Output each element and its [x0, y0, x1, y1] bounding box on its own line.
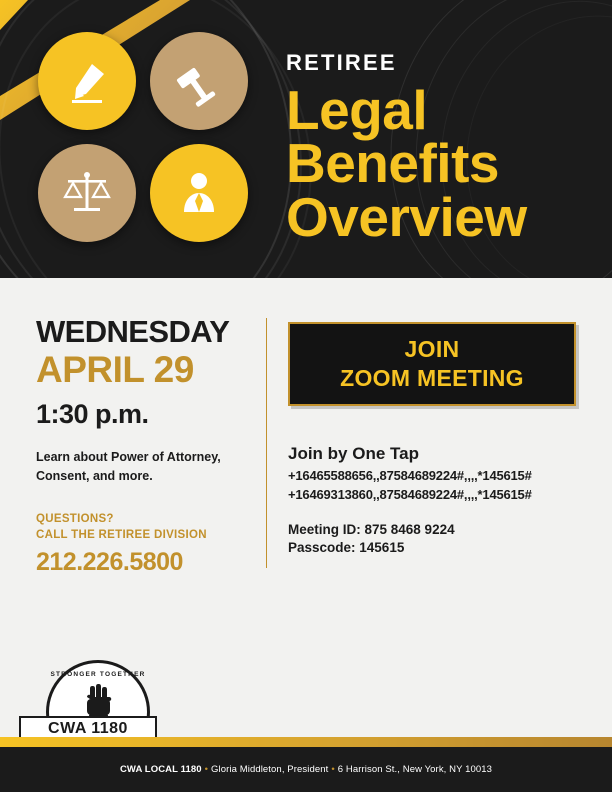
footer-local: CWA LOCAL 1180: [119, 764, 202, 775]
join-by-one-tap-heading: Join by One Tap: [288, 444, 419, 463]
footer-bar: [0, 747, 612, 792]
contact-phone-number[interactable]: 212.226.5800: [36, 547, 183, 576]
join-zoom-label-line-2: ZOOM MEETING: [340, 365, 524, 391]
meeting-credentials: [288, 522, 576, 555]
pen-nib-icon: [38, 32, 136, 130]
gavel-icon: [150, 32, 248, 130]
header-text-block: [286, 50, 586, 248]
meeting-passcode: Passcode: 145615: [288, 540, 405, 555]
questions-subheading: CALL THE RETIREE DIVISION: [36, 529, 207, 542]
questions-heading: QUESTIONS?: [36, 512, 114, 525]
header-eyebrow: RETIREE: [286, 50, 397, 75]
footer-gold-stripe: [0, 737, 612, 747]
one-tap-number-1[interactable]: +16465588656,,87584689224#,,,,*145615#: [288, 468, 532, 483]
event-time: 1:30 p.m.: [36, 399, 149, 430]
title-line-3: Overview: [286, 185, 527, 248]
header-banner: [0, 0, 612, 278]
event-description-line-2: Consent, and more.: [36, 468, 153, 483]
title-line-2: Benefits: [286, 132, 499, 195]
footer-separator-1: •: [204, 764, 209, 775]
meeting-id: Meeting ID: 875 8468 9224: [288, 522, 455, 537]
zoom-column: [288, 322, 576, 555]
join-zoom-meeting-button[interactable]: [288, 322, 576, 406]
header-icon-cluster: [38, 32, 258, 248]
vertical-divider: [266, 318, 267, 568]
footer-text: [120, 764, 492, 775]
one-tap-number-2[interactable]: +16469313860,,87584689224#,,,,*145615#: [288, 487, 532, 502]
scales-of-justice-icon: [38, 144, 136, 242]
person-in-suit-icon: [150, 144, 248, 242]
event-description-line-1: Learn about Power of Attorney,: [36, 450, 221, 465]
logo-name-text: CWA 1180: [48, 720, 128, 737]
footer-separator-2: •: [331, 764, 335, 775]
event-description: [36, 448, 261, 484]
event-details-column: [36, 316, 261, 577]
page-title: [286, 79, 586, 248]
join-zoom-label-line-1: JOIN: [404, 336, 460, 362]
questions-block: [36, 511, 261, 544]
logo-arc-text: STRONGER TOGETHER: [50, 671, 146, 678]
title-line-1: Legal: [286, 79, 428, 141]
event-day: WEDNESDAY: [36, 314, 230, 349]
footer-president: Gloria Middleton, President: [211, 764, 329, 775]
event-date: APRIL 29: [36, 348, 194, 390]
footer-address: 6 Harrison St., New York, NY 10013: [337, 764, 493, 775]
